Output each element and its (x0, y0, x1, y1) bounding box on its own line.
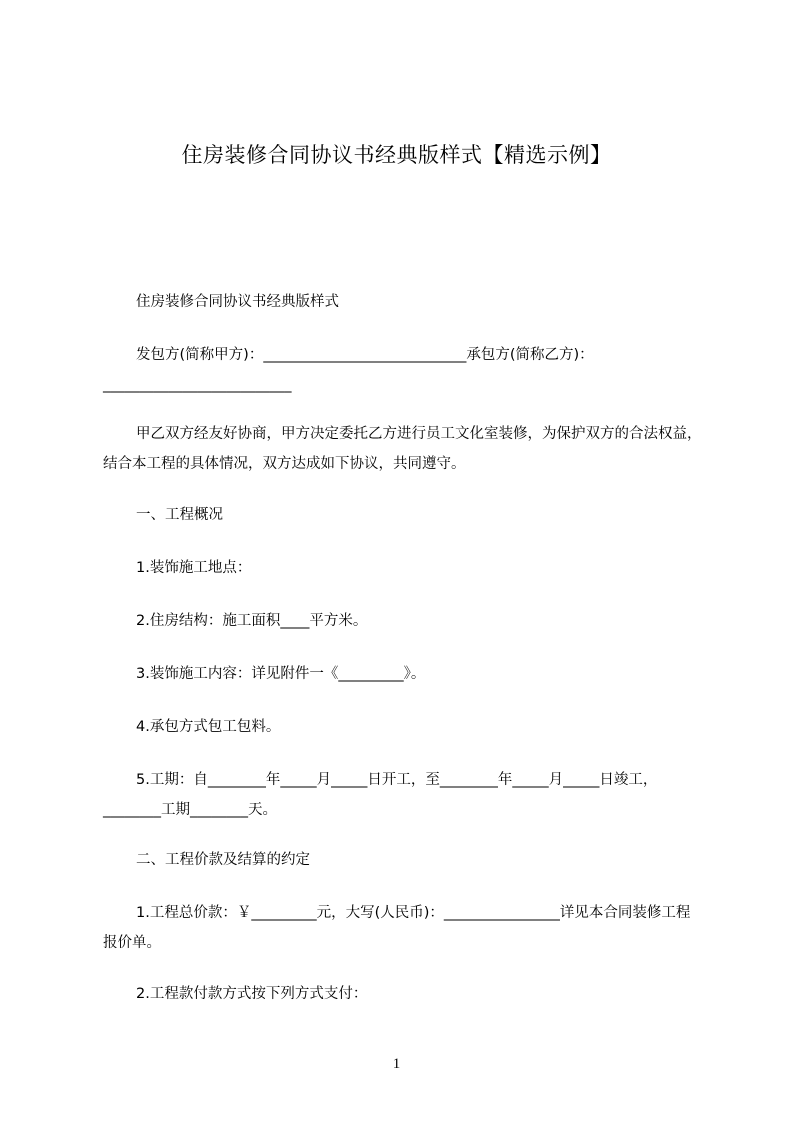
clause-4-method: 4.承包方式包工包料。 (136, 719, 281, 735)
parties-paragraph: 发包方(简称甲方)：____________________________承包方(简称乙方)：__________________________ (103, 347, 594, 393)
clause-price-total: 1.工程总价款：￥_________元，大写(人民币)：________________详见本合同装修工程报价单。 (103, 905, 691, 951)
clause-1-location: 1.装饰施工地点： (136, 560, 252, 576)
clause-2-structure: 2.住房结构：施工面积____平方米。 (136, 613, 368, 629)
section-heading-price: 二、工程价款及结算的约定 (136, 852, 310, 868)
clause-payment-method: 2.工程款付款方式按下列方式支付： (136, 986, 368, 1002)
document-title: 住房装修合同协议书经典版样式【精选示例】 (181, 143, 612, 167)
page-number: 1 (392, 1056, 401, 1072)
subtitle-paragraph: 住房装修合同协议书经典版样式 (136, 294, 339, 310)
clause-3-content: 3.装饰施工内容：详见附件一《_________》。 (136, 666, 426, 682)
clause-5-schedule: 5.工期：自________年_____月_____日开工，至________年_____月_____日竣工，________工期________天。 (103, 772, 658, 818)
section-heading-overview: 一、工程概况 (136, 507, 223, 523)
intro-paragraph: 甲乙双方经友好协商，甲方决定委托乙方进行员工文化室装修，为保护双方的合法权益，结合本工程的具体情况，双方达成如下协议，共同遵守。 (103, 426, 702, 472)
